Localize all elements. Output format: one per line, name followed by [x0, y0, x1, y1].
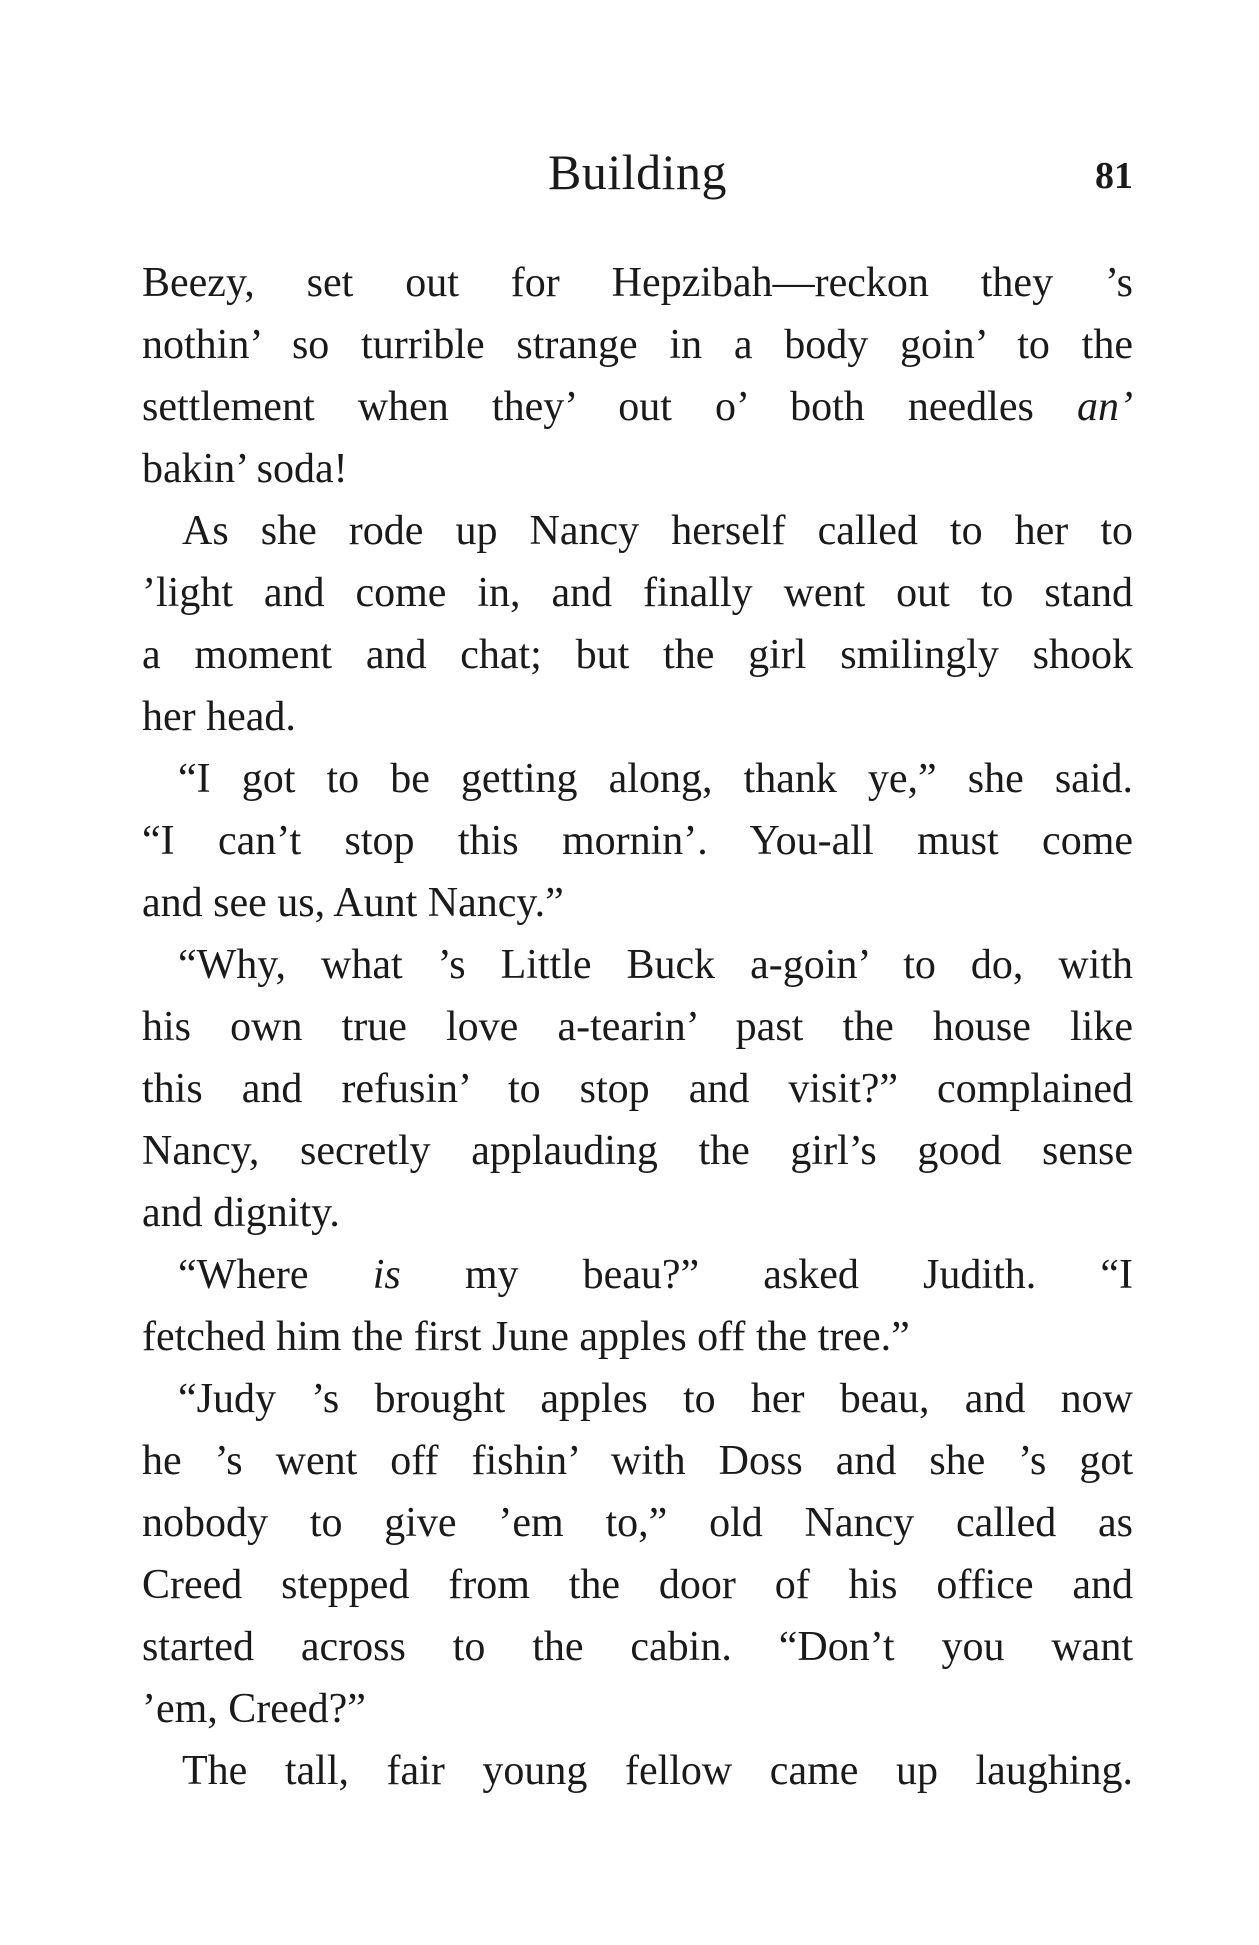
text-line: this and refusin’ to stop and visit?” complained: [142, 1066, 1133, 1112]
text-line: and see us, Aunt Nancy.”: [142, 880, 564, 926]
text-line: As she rode up Nancy herself called to her to: [182, 508, 1133, 554]
text-line: Creed stepped from the door of his office and: [142, 1562, 1133, 1608]
page-number: 81: [1095, 155, 1133, 197]
text-line: The tall, fair young fellow came up laughing.: [182, 1748, 1133, 1794]
text-line: ’em, Creed?”: [142, 1686, 366, 1732]
running-head: [142, 140, 1133, 204]
text-line: “Judy ’s brought apples to her beau, and now: [178, 1376, 1133, 1422]
text-line: bakin’ soda!: [142, 446, 348, 492]
text-line: nothin’ so turrible strange in a body goin’ to the: [142, 322, 1133, 368]
text-line: started across to the cabin. “Don’t you want: [142, 1624, 1133, 1670]
text-line: and dignity.: [142, 1190, 340, 1236]
text-line: a moment and chat; but the girl smilingly shook: [142, 632, 1133, 678]
text-line: “I got to be getting along, thank ye,” she said.: [178, 756, 1133, 802]
italic-word: an’: [1077, 384, 1133, 430]
text-line: Nancy, secretly applauding the girl’s good sense: [142, 1128, 1133, 1174]
text-line: Beezy, set out for Hepzibah—reckon they ’s: [142, 260, 1133, 306]
text-line: fetched him the first June apples off the tree.”: [142, 1314, 910, 1360]
text-line: his own true love a-tearin’ past the house like: [142, 1004, 1133, 1050]
text-line: settlement when they’ out o’ both needles an’: [142, 384, 1133, 430]
running-title: Building: [547, 144, 728, 200]
text-line: “Why, what ’s Little Buck a-goin’ to do, with: [178, 942, 1133, 988]
text-line: ’light and come in, and finally went out to stand: [142, 570, 1133, 616]
italic-word: is: [372, 1252, 401, 1298]
text-line: “Where is my beau?” asked Judith. “I: [178, 1252, 1133, 1298]
text-line: nobody to give ’em to,” old Nancy called as: [142, 1500, 1133, 1546]
text-line: her head.: [142, 694, 296, 740]
text-line: “I can’t stop this mornin’. You-all must come: [142, 818, 1133, 864]
text-line: he ’s went off fishin’ with Doss and she ’s got: [142, 1438, 1133, 1484]
body-text: [142, 252, 1133, 1802]
